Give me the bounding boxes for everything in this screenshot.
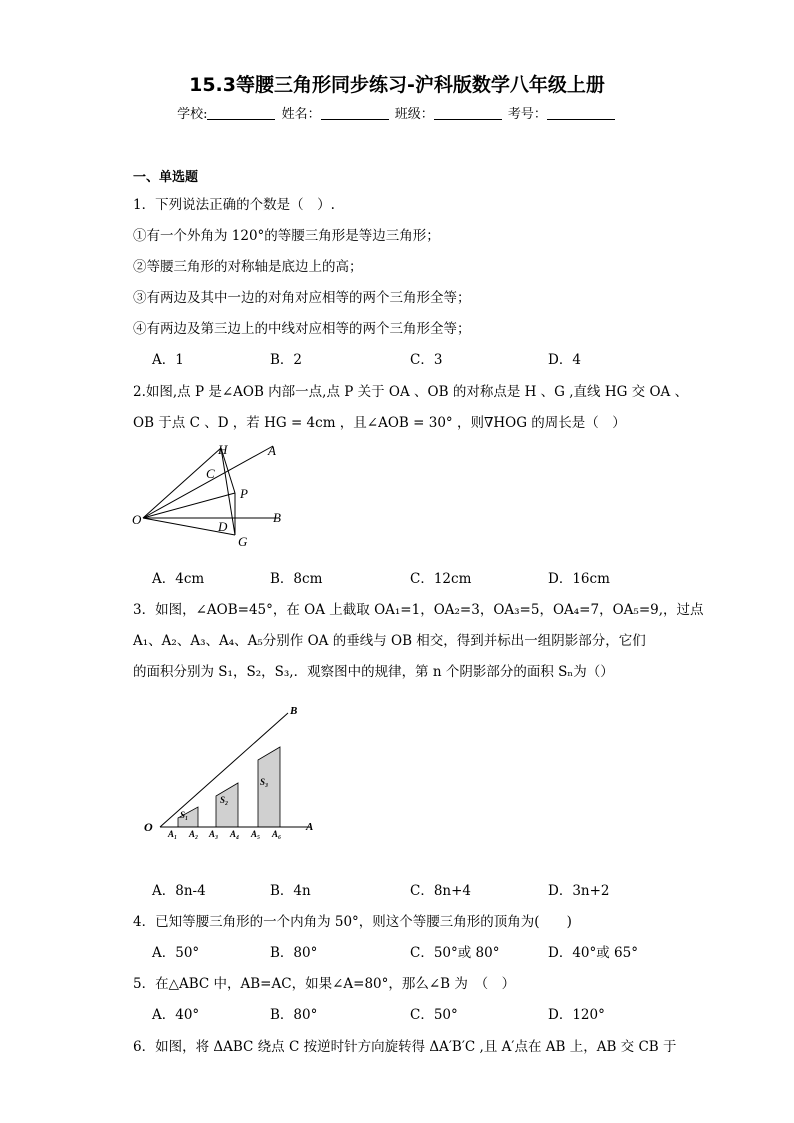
q4-stem: 4．已知等腰三角形的一个内角为 50°，则这个等腰三角形的顶角为( ) — [133, 914, 572, 930]
label-o: O — [144, 820, 153, 834]
class-blank[interactable] — [434, 106, 502, 120]
class-label: 班级： — [394, 107, 434, 122]
q5-option-a[interactable]: A．40° — [152, 1007, 200, 1023]
label-b: B — [290, 705, 298, 717]
exam-number-blank[interactable] — [547, 106, 615, 120]
q2-option-d[interactable]: D．16cm — [548, 571, 610, 587]
q3-figure — [138, 700, 328, 845]
q4-option-d[interactable]: D．40°或 65° — [548, 945, 638, 961]
q3-option-a[interactable]: A．8n-4 — [152, 883, 206, 899]
q4-option-a[interactable]: A．50° — [152, 945, 200, 961]
label-s3: S₃ — [260, 777, 269, 787]
q5-stem: 5．在△ABC 中，AB=AC，如果∠A=80°，那么∠B 为 （ ） — [133, 976, 516, 992]
label-s1: S₁ — [180, 810, 189, 820]
q6-stem: 6．如图，将 ΔABC 绕点 C 按逆时针方向旋转得 ΔA′B′C ,且 A′点在 AB 上，AB 交 CB 于 — [133, 1039, 677, 1055]
label-a3: A₃ — [209, 829, 219, 839]
q4-option-b[interactable]: B．80° — [270, 945, 318, 961]
section-heading: 一、单选题 — [133, 170, 199, 185]
label-p: P — [240, 486, 248, 501]
q3-stem-line1: 3．如图，∠AOB=45°，在 OA 上截取 OA₁=1，OA₂=3，OA₃=5，OA₄=7，OA₅=9,，过点 — [133, 602, 704, 618]
q1-option-d[interactable]: D．4 — [548, 352, 581, 368]
label-a4: A₄ — [230, 829, 240, 839]
q5-option-d[interactable]: D．120° — [548, 1007, 605, 1023]
q1-stem: 1．下列说法正确的个数是（ ）. — [133, 197, 335, 213]
q1-item-1: ①有一个外角为 120°的等腰三角形是等边三角形； — [133, 228, 440, 244]
q3-option-b[interactable]: B．4n — [270, 883, 311, 899]
label-c: C — [206, 466, 215, 481]
label-a: A — [306, 821, 314, 833]
label-a1: A₁ — [168, 829, 178, 839]
label-h: H — [218, 442, 228, 457]
label-a2: A₂ — [189, 829, 199, 839]
q2-stem-line1: 2.如图,点 P 是∠AOB 内部一点,点 P 关于 OA 、OB 的对称点是 H 、G ,直线 HG 交 OA 、 — [133, 384, 689, 400]
school-blank[interactable] — [207, 106, 275, 120]
label-a6: A₆ — [272, 829, 282, 839]
ray-oa — [143, 446, 273, 518]
q1-option-a[interactable]: A．1 — [152, 352, 184, 368]
q1-item-4: ④有两边及第三边上的中线对应相等的两个三角形全等； — [133, 321, 471, 337]
q1-item-2: ②等腰三角形的对称轴是底边上的高； — [133, 259, 363, 275]
q2-figure — [128, 436, 298, 556]
label-a: A — [268, 443, 276, 458]
name-blank[interactable] — [321, 106, 389, 120]
label-s2: S₂ — [220, 795, 229, 805]
shaded-region-s2 — [216, 783, 238, 827]
q3-option-d[interactable]: D．3n+2 — [548, 883, 610, 899]
shaded-region-s3 — [258, 747, 280, 827]
q1-item-3: ③有两边及其中一边的对角对应相等的两个三角形全等； — [133, 290, 471, 306]
q5-option-c[interactable]: C．50° — [410, 1007, 458, 1023]
q2-option-b[interactable]: B．8cm — [270, 571, 323, 587]
label-d: D — [218, 519, 228, 534]
q1-option-b[interactable]: B．2 — [270, 352, 303, 368]
q3-option-c[interactable]: C．8n+4 — [410, 883, 472, 899]
page-title: 15.3等腰三角形同步练习-沪科版数学八年级上册 — [189, 74, 605, 96]
q2-stem-line2: OB 于点 C 、D ，若 HG = 4cm ，且∠AOB = 30° ，则∇HOG 的周长是（ ） — [133, 415, 626, 431]
student-info-row — [0, 103, 794, 122]
label-a5: A₅ — [251, 829, 261, 839]
q3-stem-line3: 的面积分别为 S₁，S₂，S₃,．观察图中的规律，第 n 个阴影部分的面积 Sₙ为（） — [133, 664, 614, 680]
q2-option-c[interactable]: C．12cm — [410, 571, 472, 587]
q2-option-a[interactable]: A．4cm — [152, 571, 205, 587]
q5-option-b[interactable]: B．80° — [270, 1007, 318, 1023]
name-label: 姓名： — [281, 107, 321, 122]
school-label: 学校: — [177, 107, 208, 122]
q3-stem-line2: A₁、A₂、A₃、A₄、A₅分别作 OA 的垂线与 OB 相交，得到并标出一组阴影部分，它们 — [133, 633, 646, 649]
q1-option-c[interactable]: C．3 — [410, 352, 443, 368]
label-o: O — [132, 512, 142, 527]
q4-option-c[interactable]: C．50°或 80° — [410, 945, 500, 961]
exam-number-label: 考号： — [507, 107, 547, 122]
label-g: G — [238, 534, 248, 549]
label-b: B — [273, 510, 281, 525]
